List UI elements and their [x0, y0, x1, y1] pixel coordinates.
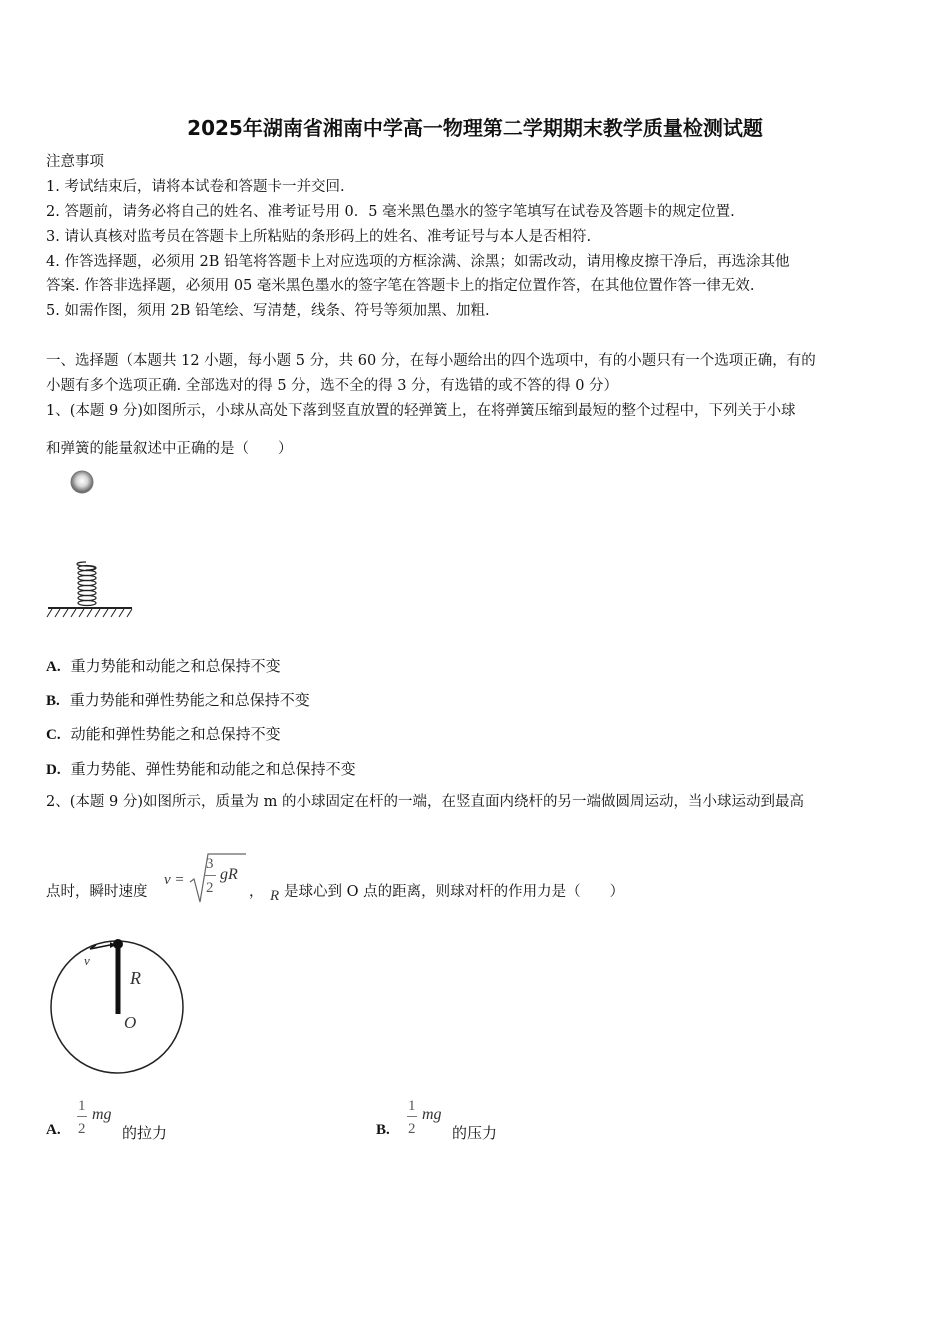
q1-option-b[interactable] [46, 689, 310, 710]
notice-item-1: 1. 考试结束后，请将本试卷和答题卡一并交回. [46, 179, 345, 195]
fraction-bar [407, 1116, 417, 1117]
ball-icon [71, 471, 93, 493]
option-letter: A. [46, 1122, 61, 1138]
formula-denominator: 2 [206, 880, 214, 896]
question-1-stem: 1、(本题 9 分)如图所示，小球从高处下落到竖直放置的轻弹簧上，在将弹簧压缩到最短的整个过程中，下列关于小球 [46, 403, 796, 419]
mg-symbol: mg [422, 1106, 442, 1123]
formula-gR: gR [220, 866, 238, 883]
fraction-numerator: 1 [78, 1098, 86, 1114]
page-title: 2025年湖南省湘南中学高一物理第二学期期末教学质量检测试题 [187, 116, 763, 140]
O-label: O [124, 1013, 137, 1032]
notice-item-2: 2. 答题前，请务必将自己的姓名、准考证号用 0．5 毫米黑色墨水的签字笔填写在试卷及答题卡的规定位置. [46, 204, 735, 220]
stem-prefix: 点时，瞬时速度 [46, 884, 148, 900]
option-text: 重力势能、弹性势能和动能之和总保持不变 [70, 760, 356, 778]
notice-item-5: 5. 如需作图，须用 2B 铅笔绘、写清楚，线条、符号等须加黑、加粗. [46, 303, 490, 319]
ball-spring-figure [44, 466, 144, 626]
q2-option-b[interactable] [376, 1096, 676, 1146]
question-2-stem: 2、(本题 9 分)如图所示，质量为 m 的小球固定在杆的一端，在竖直面内绕杆的另一端做圆周运动，当小球运动到最高 [46, 794, 804, 810]
fraction-denominator: 2 [78, 1121, 86, 1137]
q2-option-a[interactable] [46, 1096, 346, 1146]
question-2-stem-cont [46, 850, 906, 910]
R-symbol: R [270, 888, 280, 904]
option-text: 重力势能和动能之和总保持不变 [70, 657, 281, 675]
circular-motion-figure [44, 934, 190, 1076]
option-letter: C. [46, 727, 61, 743]
q1-option-c[interactable] [46, 723, 281, 744]
fraction-numerator: 1 [408, 1098, 416, 1114]
v-label: v [84, 953, 90, 968]
option-letter: B. [376, 1122, 390, 1138]
option-text: 动能和弹性势能之和总保持不变 [70, 725, 281, 743]
question-1-stem-cont: 和弹簧的能量叙述中正确的是（ ） [46, 441, 293, 457]
fraction-bar [77, 1116, 87, 1117]
section-header: 一、选择题（本题共 12 小题，每小题 5 分，共 60 分，在每小题给出的四个选项中，有的小题只有一个选项正确，有的 [46, 353, 816, 369]
fraction-denominator: 2 [408, 1121, 416, 1137]
sqrt-symbol-icon [188, 852, 248, 906]
notice-heading: 注意事项 [46, 154, 104, 170]
comma: ， [249, 884, 264, 900]
fraction-bar [204, 875, 216, 876]
notice-item-4-cont: 答案. 作答非选择题，必须用 05 毫米黑色墨水的签字笔在答题卡上的指定位置作答，在其他位置作答一律无效. [46, 278, 755, 294]
formula-v: v = [164, 872, 185, 888]
notice-item-3: 3. 请认真核对监考员在答题卡上所粘贴的条形码上的姓名、准考证号与本人是否相符. [46, 229, 592, 245]
stem-suffix: 是球心到 O 点的距离，则球对杆的作用力是（ ） [284, 884, 625, 900]
option-letter: B. [46, 693, 60, 709]
spring-icon [77, 562, 96, 606]
option-text: 的压力 [452, 1124, 498, 1142]
option-letter: D. [46, 762, 61, 778]
option-text: 重力势能和弹性势能之和总保持不变 [69, 691, 310, 709]
q1-option-d[interactable] [46, 758, 356, 779]
R-label: R [130, 968, 141, 988]
ground-icon [47, 608, 132, 617]
section-header-cont: 小题有多个选项正确. 全部选对的得 5 分，选不全的得 3 分，有选错的或不答的得 0 分） [46, 378, 619, 394]
formula-numerator: 3 [206, 856, 214, 872]
option-text: 的拉力 [122, 1124, 168, 1142]
option-letter: A. [46, 659, 61, 675]
notice-item-4: 4. 作答选择题，必须用 2B 铅笔将答题卡上对应选项的方框涂满、涂黑；如需改动，请用橡皮擦干净后，再选涂其他 [46, 254, 790, 270]
mg-symbol: mg [92, 1106, 112, 1123]
q1-option-a[interactable] [46, 655, 281, 676]
ball-icon [113, 939, 123, 949]
